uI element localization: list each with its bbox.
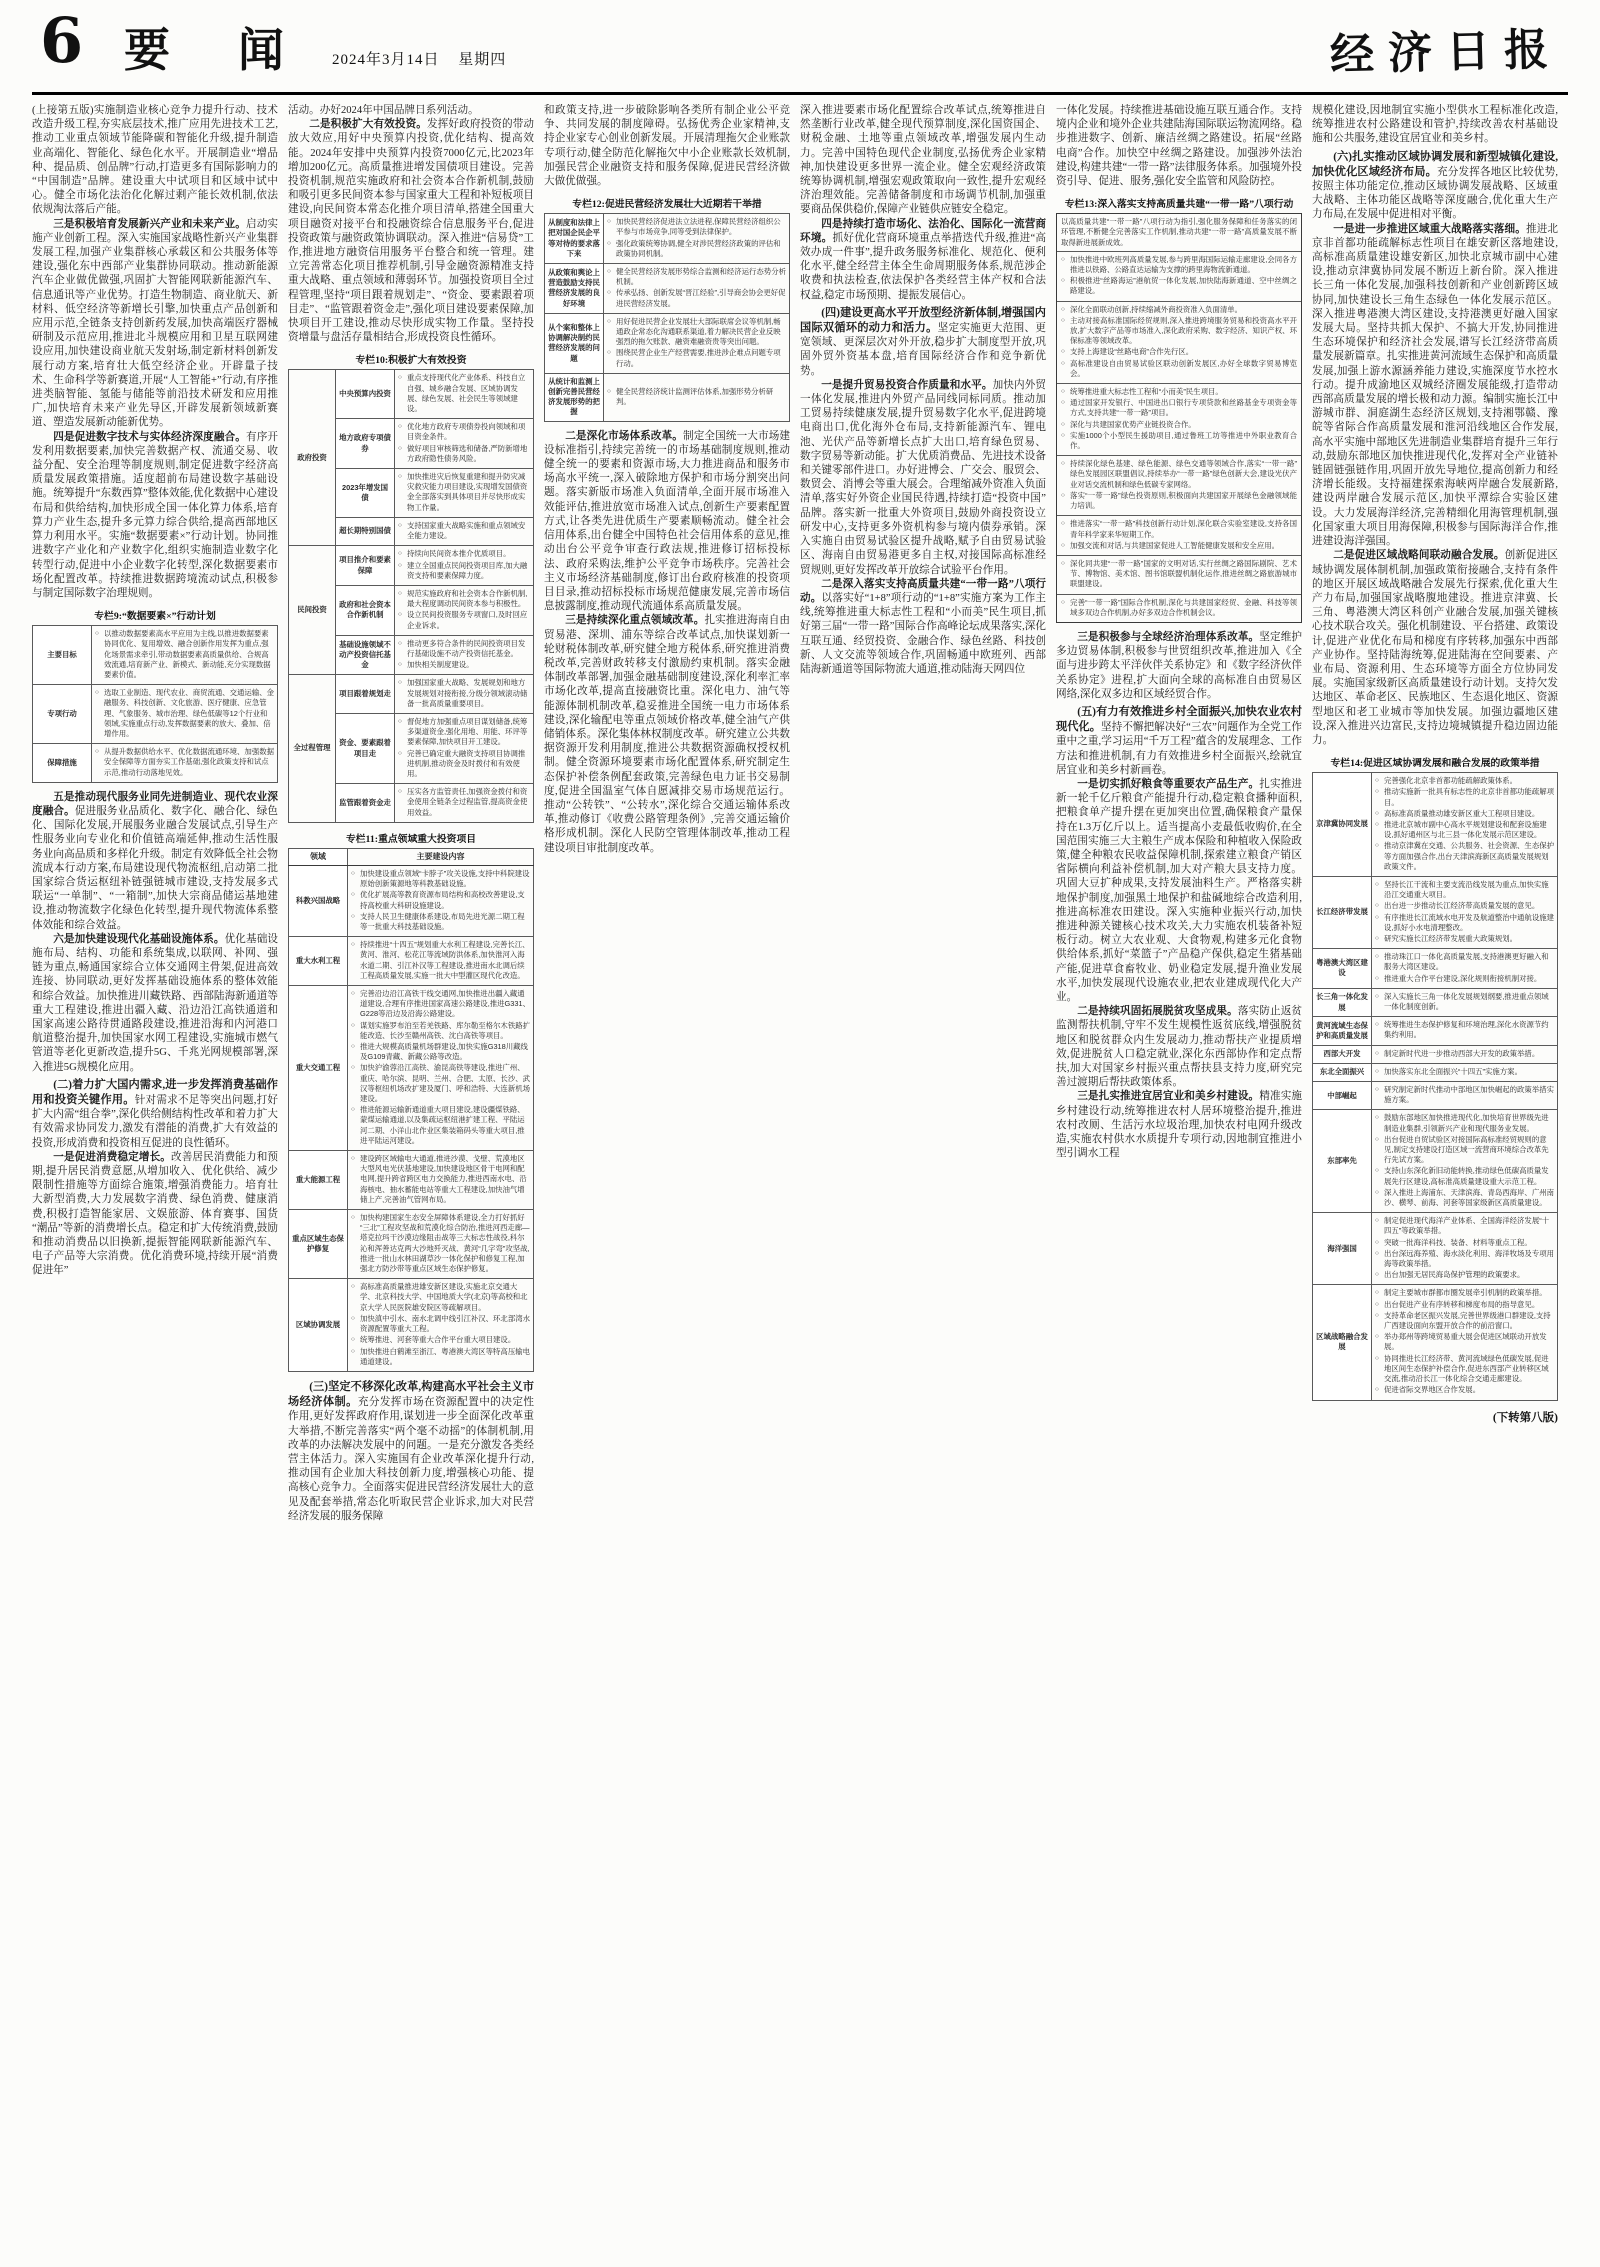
paragraph-lead: 二是深入落实支持高质量共建“一带一路”八项行动。	[800, 578, 1046, 604]
box-row-label: 西部大开发	[1313, 1045, 1372, 1063]
paragraph-lead: 五是推动现代服务业同先进制造业、现代农业深度融合。	[32, 791, 278, 817]
box-row	[545, 264, 790, 314]
box-intro: 以高质量共建“一带一路”八项行动为指引,强化服务保障和任务落实的闭环管理,不断健全完善落实工作机制,推动共建“一带一路”高质量发展不断取得新进展新成效。	[1061, 217, 1297, 247]
box-row-content	[604, 264, 790, 314]
body-paragraph: (上接第五版)实施制造业核心竞争力提升行动、技术改造升级工程,夯实底层技术,推广应用先进技术工艺,推动工业重点领域节能降碳和智能化升级,提升制造业高端化、智能化、绿色化水平。开展制造业“增品种、提品质、创品牌”行动,打造更多有国际影响力的“中国制造”品牌。建设重大中试项目和区域中试中心。健全市场化法治化化解过剩产能长效机制,依法依规淘汰落后产能。	[32, 105, 278, 216]
date-line	[332, 48, 506, 69]
box-item: ○ 支持人民卫生健康体系建设,布局先进光源二期工程等一批重大科技基础设施。	[351, 912, 530, 932]
page-number: 6	[40, 4, 84, 77]
box-item: ○ 传承弘扬、创新发展“晋江经验”,引导商会协会更好促进民营经济发展。	[607, 288, 786, 308]
box-item: ○ 深化同共建“一带一路”国家的文明对话,实行丝绸之路国际剧院、艺术节、博物馆、美术馆、图书馆联盟机制化运作,推进丝绸之路旅游城市联盟建设。	[1061, 559, 1297, 590]
special-column-box	[1056, 196, 1302, 623]
box-item: ○ 统筹推进、河套等重大合作平台重大项目建设。	[351, 1335, 530, 1345]
box-row-label: 中央预算内投资	[336, 370, 395, 419]
paragraph-lead: 三是持续深化重点领域改革。	[565, 615, 705, 627]
box-row	[289, 675, 534, 714]
continuation-note: (下转第八版)	[1492, 1411, 1558, 1424]
paragraph-lead: 二是持续巩固拓展脱贫攻坚成果。	[1077, 1006, 1238, 1018]
box-item: ○ 加快建设重点领域“卡脖子”攻关设施,支持中科院建设原始创新策源地等科教基础设施。	[351, 869, 530, 889]
box-item: ○ 支持上海建设“丝路电商”合作先行区。	[1061, 347, 1297, 357]
body-paragraph: 活动。办好2024年中国品牌日系列活动。	[288, 105, 479, 116]
box-row	[1313, 949, 1558, 989]
box-header-cell: 领域	[289, 848, 348, 865]
paragraph-lead: 一是进一步推进区域重大战略落实落细。	[1333, 223, 1526, 235]
box-row-content	[395, 419, 534, 469]
box-item: ○ 加快沪渝蓉沿江高铁、渝昆高铁等建设,推进广州、重庆、哈尔滨、昆明、兰州、合肥、太原、长沙、武汉等枢纽机场改扩建及厦门、呼和浩特、大连新机场建设。	[351, 1063, 530, 1104]
box-row-content	[604, 214, 790, 264]
box-item: ○ 通过国家开发银行、中国进出口银行专项贷款和丝路基金专项资金等方式,支持共建“一带一路”项目。	[1061, 398, 1297, 418]
box-row-content	[1372, 773, 1558, 877]
box-item: ○ 积极推进“丝路海运”港航贸一体化发展,加快陆海新通道、空中丝绸之路建设。	[1061, 276, 1297, 296]
paragraph-lead: 二是促进区域战略间联动融合发展。	[1333, 550, 1505, 562]
page-header	[32, 4, 1568, 88]
body-paragraph: 二是深化市场体系改革。制定全国统一大市场建设标准指引,持续完善统一的市场基础制度规则,推动健全统一的要素和资源市场,大力推进商品和服务市场高水平统一,深入破除地方保护和市场分割突出问题。落实新版市场准入负面清单,全面开展市场准入效能评估,推进放宽市场准入试点,创新生产要素配置方式,让各类先进优质生产要素顺畅流动。健全社会信用体系,出台健全中国特色社会信用体系的意见,推动出台公平竞争审查行政法规,推进修订招标投标法、政府采购法,维护公平竞争市场秩序。完善社会主义市场经济基础制度,修订出台政府核准的投资项目目录,推动招标投标市场规范健康发展,完善市场信息披露制度,推动现代流通体系高质量发展。	[544, 430, 790, 613]
box-item: ○ 持续推进“十四五”规划重大水利工程建设,完善长江、黄河、淮河、松花江等流域防洪体系,加快淮河入海水道二期、引江补汉等工程建设,推进南水北调后续工程高质量发展,实施一批大中型灌区现代化改造。	[351, 940, 530, 981]
box-item: ○ 规范实施政府和社会资本合作新机制,最大程度调动民间资本参与积极性。	[398, 589, 530, 609]
box-title: 专栏11:重点领域重大投资项目	[345, 833, 477, 845]
box-item: ○ 加强国家重大战略、发展规划和地方发展规划对接衔接,分级分领域滚动储备一批高质量重要项目。	[398, 678, 530, 709]
box-row-content	[92, 744, 278, 783]
box-row-content	[1372, 1045, 1558, 1063]
box-item: ○ 出台进一步推动长江经济带高质量发展的意见。	[1375, 901, 1554, 911]
box-row-content	[348, 865, 534, 936]
box-header-row	[289, 848, 534, 865]
box-item: ○ 加快民营经济促进法立法进程,保障民营经济组织公平参与市场竞争,同等受到法律保护。	[607, 217, 786, 237]
box-row-label: 黄河流域生态保护和高质量发展	[1313, 1017, 1372, 1045]
paragraph-lead: 三是积极培育发展新兴产业和未来产业。	[53, 218, 246, 230]
box-item: ○ 推进能源运输新通道重大项目建设,建设疆煤铁路、蒙煤运输通道,以及集疏运枢纽港扩建工程、平陆运河二期、小洋山北作业区集装箱码头等重大项目,推进平陆运河建设。	[351, 1105, 530, 1146]
box-item: ○ 深入推进上海浦东、天津滨海、青岛西海岸、广州南沙、横琴、前海、河套等国家级新区高质量建设。	[1375, 1188, 1554, 1208]
box-item: ○ 推进北京城市副中心高水平规划建设和配套设施建设,抓好通州区与北三县一体化发展示范区建设。	[1375, 820, 1554, 840]
section-heading-paragraph: (二)着力扩大国内需求,进一步发挥消费基础作用和投资关键作用。针对需求不足等突出问题,打好扩大内需“组合拳”,深化供给侧结构性改革和着力扩大有效需求协同发力,激发有潜能的消费,扩大有效益的投资,形成消费和投资相互促进的良性循环。	[32, 1078, 278, 1149]
text-column-2	[288, 104, 534, 2244]
box-row	[545, 313, 790, 373]
paragraph-lead: (四)建设更高水平开放型经济新体制,增强国内国际双循环的动力和活力。	[800, 306, 1046, 335]
box-item: ○ 选取工业制造、现代农业、商贸流通、交通运输、金融服务、科技创新、文化旅游、医疗健康、应急管理、气象服务、城市治理、绿色低碳等12个行业和领域,实施重点行动,发挥数据要素的放大、叠加、倍增作用。	[95, 688, 274, 739]
box-row-label: 监管跟着资金走	[336, 784, 395, 823]
body-paragraph: 二是持续巩固拓展脱贫攻坚成果。落实防止返贫监测帮扶机制,守牢不发生规模性返贫底线,增强脱贫地区和脱贫群众内生发展动力,推动帮扶产业提质增效,促进脱贫人口稳定就业,深化东西部协作和定点帮扶,加大对国家乡村振兴重点帮扶县支持力度,研究完善过渡期后帮扶政策体系。	[1056, 1006, 1302, 1089]
box-item: ○ 建设跨区域输电大通道,推进沙漠、戈壁、荒漠地区大型风电光伏基地建设,加快建设地区骨干电网和配电网,提升跨省跨区电力交换能力,推进西南水电、沿海核电、抽水蓄能电站等重大工程建设,加快油气增储上产,完善油气管网布局。	[351, 1154, 530, 1205]
box-section	[1057, 251, 1301, 301]
box-item: ○ 推动实施新一批具有标志性的北京非首都功能疏解项目。	[1375, 787, 1554, 807]
body-paragraph: 四是持续打造市场化、法治化、国际化一流营商环境。抓好优化营商环境重点举措迭代升级,推进“高效办成一件事”,提升政务服务标准化、规范化、便利化水平,健全经营主体全生命周期服务体系,规范涉企收费和执法检查,依法保护各类经营主体产权和合法权益,稳定市场预期、提振发展信心。	[800, 218, 1046, 301]
newspaper-masthead: 经济日报	[1329, 23, 1563, 82]
box-row-content	[395, 469, 534, 518]
box-item: ○ 加快相关制度建设。	[398, 660, 530, 670]
box-row-label: 中部崛起	[1313, 1082, 1372, 1110]
date-text: 2024年3月14日	[332, 52, 440, 68]
box-item: ○ 持续向民间资本推介优质项目。	[398, 549, 530, 559]
box-section	[1057, 455, 1301, 515]
box-row	[1313, 1082, 1558, 1110]
box-row	[1313, 876, 1558, 948]
box-row	[1313, 1063, 1558, 1081]
box-row	[1313, 1285, 1558, 1400]
box-row-content	[604, 373, 790, 421]
body-paragraph: 三是持续深化重点领域改革。扎实推进海南自由贸易港、深圳、浦东等综合改革试点,加快谋划新一轮财税体制改革,研究健全地方税体系,研究推进消费税改革,完善财政转移支付激励约束机制。落实金融体制改革部署,加强金融基础制度建设,深化利率汇率市场化改革,提高直接融资比重。深化电力、油气等能源体制机制改革,稳妥推进全国统一电力市场体系建设,深化输配电等重点领域价格改革,健全油气产供储销体系。深化集体林权制度改革。研究建立公共数据资源开发利用制度,推进公共数据资源确权授权机制。健全资源环境要素市场化配置体系,研究制定生态保护补偿条例配套政策,完善绿色电力证书交易制度,促进全国温室气体自愿减排交易市场规范运行。推动“公转铁”、“公转水”,深化综合交通运输体系改革,推动修订《收费公路管理条例》,完善交通运输价格形成机制。深化人民防空管理体制改革,推动工程建设项目审批制度改革。	[544, 615, 790, 854]
body-paragraph: 六是加快建设现代化基础设施体系。优化基础设施布局、结构、功能和系统集成,以联网、补网、强链为重点,畅通国家综合立体交通网主骨架,促进高效连接、协同联动,更好发挥基础设施体系的整体效能和综合效益。加快推进川藏铁路、西部陆海新通道等重大工程建设,推进出疆入藏、沿边沿江高铁通道和国家高速公路待贯通路段建设,推进沿海和内河港口航道整治提升,加快国家水网工程建设,实施城市燃气管道等老化更新改造,提升5G、千兆光网规模部署,深入推进5G规模化应用。	[32, 933, 278, 1073]
box-item: ○ 从提升数据供给水平、优化数据流通环境、加强数据安全保障等方面夯实工作基础,强化政策支持和试点示范,推动行动落地见效。	[95, 747, 274, 778]
box-row-content	[1372, 1082, 1558, 1110]
box-row	[1313, 1017, 1558, 1045]
box-title: 专栏13:深入落实支持高质量共建“一带一路”八项行动	[1064, 199, 1294, 211]
box-row-content	[348, 1279, 534, 1372]
box-item: ○ 完善强化北京非首都功能疏解政策体系。	[1375, 776, 1554, 786]
box-row-label: 粤港澳大湾区建设	[1313, 949, 1372, 989]
box-row-content	[395, 784, 534, 823]
paragraph-lead: 四是促进数字技术与实体经济深度融合。	[53, 431, 246, 443]
box-item: ○ 落实“一带一路”绿色投资原则,积极面向共建国家开展绿色金融领域能力培训。	[1061, 491, 1297, 511]
section-heading-paragraph: (五)有力有效推进乡村全面振兴,加快农业农村现代化。坚持不懈把解决好“三农”问题作为全党工作重中之重,学习运用“千万工程”蕴含的发展理念、工作方法和推进机制,有力有效推进乡村全面振兴,绘就宜居宜业和美乡村新画卷。	[1056, 705, 1302, 776]
box-row	[289, 1151, 534, 1210]
box-row-label: 从政策和舆论上营造鼓励支持民营经济发展的良好环境	[545, 264, 604, 314]
weekday-text: 星期四	[458, 52, 507, 68]
box-row-label: 东北全面振兴	[1313, 1063, 1372, 1081]
box-item: ○ 督促地方加强重点项目谋划储备,统筹多渠道资金,强化用地、用能、环评等要素保障,加快项目开工建设。	[398, 717, 530, 748]
paragraph-lead: 四是持续打造市场化、法治化、国际化一流营商环境。	[800, 218, 1046, 244]
box-row-label: 区域协调发展	[289, 1279, 348, 1372]
box-item: ○ 统筹推进重大标志性工程和“小而美”民生项目。	[1061, 387, 1297, 397]
section-heading-paragraph: (六)扎实推动区域协调发展和新型城镇化建设,加快优化区域经济布局。充分发挥各地区比较优势,按照主体功能定位,推动区域协调发展战略、区域重大战略、主体功能区战略等深度融合,优化重大生产力布局,在发展中促进相对平衡。	[1312, 150, 1558, 221]
box-row	[33, 685, 278, 744]
box-item: ○ 深化与共建国家优势产业链投资合作。	[1061, 420, 1297, 430]
box-title: 专栏9:“数据要素×”行动计划	[94, 611, 216, 623]
paragraph-lead: 三是扎实推进宜居宜业和美乡村建设。	[1077, 1091, 1260, 1103]
box-row-content	[348, 1210, 534, 1279]
box-section	[1057, 301, 1301, 383]
box-row-content	[1372, 1213, 1558, 1285]
box-row-label: 海洋强国	[1313, 1213, 1372, 1285]
box-row	[289, 937, 534, 986]
box-item: ○ 支持革命老区振兴发展,完善世界级港口群建设,支持广西建设面向东盟开放合作的前沿窗口。	[1375, 1311, 1554, 1331]
box-row	[289, 1210, 534, 1279]
box-row-label: 专项行动	[33, 685, 92, 744]
box-item: ○ 研究制定新时代推动中部地区加快崛起的政策举措实施方案。	[1375, 1085, 1554, 1105]
box-item: ○ 强化政策统筹协调,健全对涉民营经济政策的评估和政策协同机制。	[607, 239, 786, 259]
paragraph-lead: (二)着力扩大国内需求,进一步发挥消费基础作用和投资关键作用。	[32, 1078, 278, 1107]
box-item: ○ 突破一批海洋科技、装备、材料等重点工程。	[1375, 1238, 1554, 1248]
body-paragraph: 一是促进消费稳定增长。改善居民消费能力和预期,提升居民消费意愿,从增加收入、优化供给、减少限制性措施等方面综合施策,增强消费能力。培育壮大新型消费,大力发展数字消费、绿色消费、健康消费,积极打造智能家居、文娱旅游、体育赛事、国货“潮品”等新的消费增长点。稳定和扩大传统消费,鼓励和推动消费品以旧换新,提振智能网联新能源汽车、电子产品等大宗消费。优化消费环境,持续开展“消费促进年”	[32, 1151, 278, 1277]
body-paragraph: 二是积极扩大有效投资。发挥好政府投资的带动放大效应,用好中央预算内投资,优化结构、提高效能。2024年安排中央预算内投资7000亿元,比2023年增加200亿元。高质量推进增发国债项目建设。完善投资机制,规范实施政府和社会资本合作新机制,鼓励和吸引更多民间资本参与国家重大工程和补短板项目建设,向民间资本常态化推介项目清单,搭建全国重大项目融资对接平台和投融资综合信息服务平台,促进投资政策与融资政策协调联动。深入推进“信易贷”工作,推进地方融资信用服务平台整合和统一管理。建立完善常态化项目推荐机制,引导金融资源精准支持重大战略、重点领域和薄弱环节。加强投资项目全过程管理,坚持“项目跟着规划走”、“资金、要素跟着项目走”、“监管跟着资金走”,强化项目建设要素保障,加快项目开工建设,推动尽快形成实物工作量。坚持投资增量与盘活存量相结合,形成投资良性循环。	[288, 119, 534, 344]
box-row	[33, 744, 278, 783]
box-item: ○ 健全民营经济发展形势综合监测和经济运行态势分析机制。	[607, 267, 786, 287]
box-item: ○ 用好促进民营企业发展壮大部际联席会议等机制,畅通政企常态化沟通联系渠道,着力解决民营企业反映强烈的拖欠账款、融资难融资贵等突出问题。	[607, 317, 786, 348]
box-section	[1057, 594, 1301, 622]
paragraph-lead: 三是积极参与全球经济治理体系改革。	[1077, 631, 1260, 643]
box-item: ○ 实施1000个小型民生援助项目,通过鲁班工坊等推进中外职业教育合作。	[1061, 431, 1297, 451]
box-row-content	[1372, 1285, 1558, 1400]
box-row	[1313, 1045, 1558, 1063]
box-item: ○ 推进大规模高质量机场群建设,加快实施G318川藏线及G109青藏、新藏公路等改造。	[351, 1042, 530, 1062]
body-paragraph: 三是积极培育发展新兴产业和未来产业。启动实施产业创新工程。深入实施国家战略性新兴产业集群发展工程,加强产业集群核心承载区和公共服务体等建设,强化东中西部产业集群协同联动。推动新能源汽车企业做优做强,巩固扩大智能网联新能源汽车、信息通讯等产业优势。打造生物制造、商业航天、新材料、低空经济等新增长引擎,加快重点产品创新和应用示范,全链条支持创新药发展,加快高端医疗器械研制及示范应用,推进北斗规模应用和卫星互联网建设应用,加快建设商业航天发射场,制定新材料创新发展行动方案,培育壮大低空经济企业。开辟量子技术、生命科学等新赛道,开展“人工智能+”行动,有序推进类脑智能、氢能与储能等前沿技术研发和应用推广,加快培育未来产业先导区,开辟发展新领域新赛道、塑造发展新动能新优势。	[32, 218, 278, 429]
text-column-6	[1312, 104, 1558, 2244]
box-row-label: 长三角一体化发展	[1313, 988, 1372, 1016]
box-row-content	[395, 635, 534, 675]
special-column-box	[288, 352, 534, 822]
box-item: ○ 深入实施长三角一体化发展规划纲要,推进重点领域一体化制度创新。	[1375, 992, 1554, 1012]
box-item: ○ 出台深远海养殖、海水淡化利用、海洋牧场及专项用海等政策举措。	[1375, 1249, 1554, 1269]
box-item: ○ 出台促进产业有序转移和梯度布局的指导意见。	[1375, 1300, 1554, 1310]
box-row-label: 长江经济带发展	[1313, 876, 1372, 948]
box-item: ○ 出台促进自贸试验区对接国际高标准经贸规则的意见,制定支持建设打造区域一流营商环境综合改革先行先试方案。	[1375, 1135, 1554, 1166]
box-row-label: 从个案和整体上协调解决制约民营经济发展的问题	[545, 313, 604, 373]
box-item: ○ 推动更多符合条件的民间投资项目发行基础设施不动产投资信托基金。	[398, 639, 530, 659]
box-row-label: 科教兴国战略	[289, 865, 348, 936]
box-item: ○ 举办郑州等跨境贸易重大展会促进区域联动开放发展。	[1375, 1332, 1554, 1352]
box-item: ○ 统筹推进生态保护修复和环境治理,深化水资源节约集约利用。	[1375, 1020, 1554, 1040]
box-item: ○ 推动京津冀在交通、公共服务、社会资源、生态保护等方面加强合作,出台天津滨海新区高质量发展规划政策文件。	[1375, 841, 1554, 872]
box-row-label: 资金、要素跟着项目走	[336, 713, 395, 783]
special-column-box	[544, 196, 790, 421]
box-item: ○ 鼓励东部地区加快推进现代化,加快培育世界级先进制造业集群,引领新兴产业和现代服务业发展。	[1375, 1113, 1554, 1133]
body-paragraph: 二是深入落实支持高质量共建“一带一路”八项行动。以落实好“1+8”项行动的“1+8”实施方案为工作主线,统筹推进重大标志性工程和“小而美”民生项目,抓好第三届“一带一路”国际合作高峰论坛成果落实,深化互联互通、经贸投资、金融合作、绿色丝路、科技创新、人文交流等领域合作,巩固畅通中欧班列、西部陆海新通道等国际物流大通道,推动陆海天网四位	[800, 578, 1046, 675]
box-group-label: 全过程管理	[289, 675, 336, 822]
body-paragraph: 五是推动现代服务业同先进制造业、现代农业深度融合。促进服务业品质化、数字化、融合化、绿色化、国际化发展,开展服务业融合发展试点,引导生产性服务业向专业化和价值链高端延伸,推动生活性服务业向高品质和多样化升级。制定有效降低全社会物流成本行动方案,布局建设现代物流枢纽,启动第二批国家综合货运枢纽补链强链城市建设,支持发展多式联运“一单制”、“一箱制”,加快大宗商品储运基地建设,推动物流数字化绿色化转型,提升现代物流体系整体效能和综合效益。	[32, 791, 278, 931]
box-row-content	[348, 986, 534, 1151]
box-item: ○ 以推动数据要素高水平应用为主线,以推进数据要素协同优化、复用增效、融合创新作用发挥为重点,强化场景需求牵引,带动数据要素高质量供给、合规高效流通,培育新产业、新模式、新动能,充分实现数据要素价值。	[95, 629, 274, 680]
box-item: ○ 加快构建国家生态安全屏障体系建设,全力打好抓好“三北”工程攻坚战和荒漠化综合防治,推进河西走廊—塔克拉玛干沙漠边缘阻击战等三大标志性战役,科尔沁和浑善达克两大沙地歼灭战、黄河“几字弯”攻坚战,推进一批山水林田湖草沙一体化保护和修复工程,加强北方防沙带等重点区域生态保护修复。	[351, 1213, 530, 1274]
box-item: ○ 推进落实“一带一路”科技创新行动计划,深化联合实验室建设,支持各国青年科学家来华短期工作。	[1061, 519, 1297, 539]
body-paragraph: 三是积极参与全球经济治理体系改革。坚定维护多边贸易体制,积极参与世贸组织改革,推进加入《全面与进步跨太平洋伙伴关系协定》和《数字经济伙伴关系协定》进程,扩大面向全球的高标准自由贸易区网络,深化双多边和区域经贸合作。	[1056, 631, 1302, 700]
box-row-content	[1372, 988, 1558, 1016]
box-header-cell: 主要建设内容	[348, 848, 534, 865]
box-item: ○ 设立民间投资服务专项窗口,及时回应企业诉求。	[398, 610, 530, 630]
box-row-label: 政府和社会资本合作新机制	[336, 585, 395, 635]
box-item: ○ 主动对接高标准国际经贸规则,深入推进跨境服务贸易和投资高水平开放,扩大数字产品等市场准入,深化政府采购、数字经济、知识产权、环保标准等领域改革。	[1061, 316, 1297, 347]
special-column-box	[32, 608, 278, 783]
box-item: ○ 加快落实东北全面振兴“十四五”实施方案。	[1375, 1067, 1554, 1077]
box-item: ○ 协同推进长江经济带、黄河流域绿色低碳发展,促进地区间生态保护补偿合作,促进东西部产业转移区域交流,推动沿长江一体化综合交通走廊建设。	[1375, 1354, 1554, 1385]
paragraph-lead: 二是深化市场体系改革。	[565, 430, 684, 442]
box-item: ○ 加快推进白鹤滩至浙江、粤港澳大湾区等特高压输电通道建设。	[351, 1347, 530, 1367]
box-row-label: 从统计和监测上创新完善民营经济发展形势的把握	[545, 373, 604, 421]
box-row-label: 区域战略融合发展	[1313, 1285, 1372, 1400]
box-row	[545, 373, 790, 421]
box-item: ○ 建立全国重点民间投资项目库,加大融资支持和要素保障力度。	[398, 561, 530, 581]
box-row-content	[395, 370, 534, 419]
box-row-label: 重大交通工程	[289, 986, 348, 1151]
text-column-4	[800, 104, 1046, 2244]
box-item: ○ 优化扩展高等教育资源布局结构和高校改善建设,支持高校重大科研设施建设。	[351, 890, 530, 910]
box-row-content	[395, 713, 534, 783]
box-row-content	[1372, 949, 1558, 989]
box-item: ○ 加快滇中引水、南水北调中线引江补汉、环北部湾水资源配置等重大工程。	[351, 1314, 530, 1334]
box-title: 专栏12:促进民营经济发展壮大近期若干举措	[572, 199, 762, 211]
box-section	[1057, 555, 1301, 594]
box-item: ○ 支持国家重大战略实施和重点领域安全能力建设。	[398, 521, 530, 541]
box-row-label: 超长期特别国债	[336, 517, 395, 545]
box-row-label: 基础设施领域不动产投资信托基金	[336, 635, 395, 675]
box-row-label: 重点区域生态保护修复	[289, 1210, 348, 1279]
box-row-content	[92, 685, 278, 744]
box-item: ○ 优化地方政府专项债券投向领域和项目资金条件。	[398, 422, 530, 442]
box-title: 专栏14:促进区域协调发展和融合发展的政策举措	[1330, 758, 1540, 770]
box-title: 专栏10:积极扩大有效投资	[355, 355, 467, 367]
paragraph-lead: 一是切实抓好粮食等重要农产品生产。	[1077, 778, 1260, 790]
box-row	[289, 1279, 534, 1372]
body-paragraph: 一是切实抓好粮食等重要农产品生产。扎实推进新一轮千亿斤粮食产能提升行动,稳定粮食播种面积,把粮食单产提升摆在更加突出位置,确保粮食产量保持在1.3万亿斤以上。适当提高小麦最低收购价,在全国范围实施三大主粮生产成本保险和种植收入保险政策,健全种粮农民收益保障机制,探索建立粮食产销区省际横向利益补偿机制,加大对产粮大县支持力度。巩固大豆扩种成果,支持发展油料生产。严格落实耕地保护制度,加强黑土地保护和盐碱地综合改造利用,推进高标准农田建设。深入实施种业振兴行动,加快推进种源关键核心技术攻关,大力实施农机装备补短板行动。树立大农业观、大食物观,构建多元化食物供给体系,抓好“菜篮子”产品稳产保供,稳定生猪基础产能,促进草食畜牧业、奶业稳定发展,提升渔业发展水平,加快发展现代设施农业,把农业建成现代化大产业。	[1056, 778, 1302, 1003]
box-item: ○ 加强交流和对话,与共建国家促进人工智能健康发展和安全应用。	[1061, 541, 1297, 551]
box-row-content	[395, 517, 534, 545]
special-column-box	[288, 831, 534, 1372]
paragraph-lead: (六)扎实推动区域协调发展和新型城镇化建设,加快优化区域经济布局。	[1312, 150, 1558, 178]
section-heading-paragraph: (四)建设更高水平开放型经济新体制,增强国内国际双循环的动力和活力。坚定实施更大范围、更宽领域、更深层次对外开放,稳步扩大制度型开放,巩固外贸外资基本盘,培育国际经济合作和竞争新优势。	[800, 306, 1046, 377]
box-row-content	[92, 626, 278, 685]
box-item: ○ 压实各方监管责任,加强资金拨付和资金使用全链条全过程监管,提高资金使用效益。	[398, 787, 530, 818]
box-item: ○ 促进省际交界地区合作发展。	[1375, 1385, 1554, 1395]
box-item: ○ 制定新时代进一步推动西部大开发的政策举措。	[1375, 1049, 1554, 1059]
box-row-label: 保障措施	[33, 744, 92, 783]
box-row-content	[395, 546, 534, 586]
box-row-content	[1372, 1063, 1558, 1081]
box-section	[1057, 383, 1301, 455]
box-row-label: 项目跟着规划走	[336, 675, 395, 714]
body-paragraph: 二是促进区域战略间联动融合发展。创新促进区域协调发展体制机制,加强政策衔接融合,支持有条件的地区开展区域战略融合发展先行探索,优化重大生产力布局,加强国家战略腹地建设。推进京津冀、长三角、粤港澳大湾区科创产业融合发展,加强关键核心技术联合攻关。强化机制建设、平台搭建、政策设计,促进产业优化布局和梯度有序转移,加强东中西部产业协作。坚持陆海统筹,促进陆海在空间要素、产业布局、资源利用、生态环境等方面全方位协同发展。实施国家级新区高质量建设行动计划。支持欠发达地区、革命老区、民族地区、生态退化地区、资源型地区和老工业城市等加快发展。加强边疆地区建设,深入推进兴边富民,支持边境城镇提升稳边固边能力。	[1312, 550, 1558, 746]
box-row-content	[604, 313, 790, 373]
box-item: ○ 深化全面联动创新,持续缩减外商投资准入负面清单。	[1061, 305, 1297, 315]
box-row	[289, 370, 534, 419]
body-paragraph: 四是促进数字技术与实体经济深度融合。有序开发利用数据要素,加快完善数据产权、流通交易、收益分配、安全治理等制度规则,制定促进数字经济高质量发展政策措施。适度超前布局建设数字基础设施。统筹提升“东数西算”整体效能,优化数据中心建设布局和供给结构,加快形成全国一体化算力体系,培育算力产业生态,提升多元算力综合供给,提高西部地区算力利用水平。实施“数据要素×”行动计划。协同推进数字产业化和产业数字化,组织实施制造业数字化转型行动,促进中小企业数字化转型,深化数据要素市场化配置改革。持续推进数据跨境流动试点,积极参与制定国际数字治理规则。	[32, 431, 278, 599]
box-group-label: 政府投资	[289, 370, 336, 546]
box-item: ○ 出台加强无居民海岛保护管理的政策要求。	[1375, 1270, 1554, 1280]
box-row	[1313, 773, 1558, 877]
box-row	[1313, 1110, 1558, 1213]
box-item: ○ 坚持长江干流和主要支流沿线发展为重点,加快实施沿江交通重大项目。	[1375, 880, 1554, 900]
box-item: ○ 围绕民营企业生产经营需要,推进涉企难点问题专项行动。	[607, 348, 786, 368]
paragraph-lead: (五)有力有效推进乡村全面振兴,加快农业农村现代化。	[1056, 705, 1302, 734]
body-paragraph: 一是提升贸易投资合作质量和水平。加快内外贸一体化发展,推进内外贸产品同线同标同质。推动加工贸易持续健康发展,提升贸易数字化水平,促进跨境电商出口,优化海外仓布局,支持新能源汽车、锂电池、光伏产品等新增长点扩大出口,培育绿色贸易、数字贸易等新动能。扩大优质消费品、先进技术设备和关键零部件进口。办好进博会、广交会、服贸会、数贸会、消博会等重大展会。合理缩减外资准入负面清单,落实好外资企业国民待遇,持续打造“投资中国”品牌。落实新一批重大外资项目,鼓励外商投资设立研发中心,支持更多外资机构参与境内债券承销。深入实施自由贸易试验区提升战略,赋予自由贸易试验区、海南自由贸易港更多自主权,对接国际高标准经贸规则,更好发挥改革开放综合试验平台作用。	[800, 379, 1046, 576]
box-item: ○ 完善沿边沿江高铁干线交通网,加快推进出疆入藏通道建设,合理有序推进国家高速公路建设,推进G331、G228等沿边及沿海公路建设。	[351, 989, 530, 1020]
box-row	[289, 986, 534, 1151]
box-item: ○ 推进重大合作平台建设,深化规则衔接机制对接。	[1375, 974, 1554, 984]
box-row-label: 从制度和法律上把对国企民企平等对待的要求落下来	[545, 214, 604, 264]
box-row-label: 2023年增发国债	[336, 469, 395, 518]
paragraph-lead: 一是提升贸易投资合作质量和水平。	[821, 379, 993, 391]
paragraph-lead: 一是促进消费稳定增长。	[53, 1151, 172, 1163]
box-item: ○ 制定主要城市群都市圈发展牵引机制的政策举措。	[1375, 1288, 1554, 1298]
box-item: ○ 高标准高质量推进雄安新区建设,实施北京交通大学、北京科技大学、中国地质大学(北京)等高校和北京大学人民医院雄安院区等疏解项目。	[351, 1282, 530, 1313]
body-paragraph: 三是扎实推进宜居宜业和美乡村建设。精准实施乡村建设行动,统筹推进农村人居环境整治提升,推进农村改厕、生活污水垃圾治理,加快农村电网升级改造,实施农村供水水质提升专项行动,因地制宜推进小型引调水工程	[1056, 1091, 1302, 1160]
body-paragraph: 深入推进要素市场化配置综合改革试点,统筹推进自然垄断行业改革,健全现代预算制度,深化国资国企、财税金融、土地等重点领域改革,增强发展内生动力。完善中国特色现代企业制度,弘扬优秀企业家精神,加快建设更多世界一流企业。健全宏观经济政策统筹协调机制,增强宏观政策取向一致性,提升宏观经济治理效能。完善储备制度和市场调节机制,加强重要商品保供稳价,保障产业链供应链安全稳定。	[800, 105, 1046, 216]
box-row	[33, 626, 278, 685]
box-item: ○ 重点支持现代化产业体系、科技自立自强、城乡融合发展、区域协调发展、绿色发展、社会民生等领域建设。	[398, 373, 530, 414]
body-paragraph: 规模化建设,因地制宜实施小型供水工程标准化改造,统筹推进农村公路建设和管护,持续改善农村基础设施和公共服务,建设宜居宜业和美乡村。	[1312, 105, 1558, 145]
text-column-5	[1056, 104, 1302, 2244]
box-row	[289, 546, 534, 586]
box-row	[289, 865, 534, 936]
box-row-label: 重大水利工程	[289, 937, 348, 986]
box-item: ○ 完善“一带一路”国际合作机制,深化与共建国家经贸、金融、科技等领域多双边合作机制,办好多双边合作机制会议。	[1061, 598, 1297, 618]
box-row-content	[348, 937, 534, 986]
box-row-label: 京津冀协同发展	[1313, 773, 1372, 877]
box-row-label: 项目推介和要素保障	[336, 546, 395, 586]
box-row-label: 地方政府专项债券	[336, 419, 395, 469]
section-title: 要 闻	[124, 23, 311, 77]
box-item: ○ 做好项目审核筛选和储备,严防新增地方政府隐性债务风险。	[398, 444, 530, 464]
box-item: ○ 推动珠江口一体化高质量发展,支持港澳更好融入和服务大湾区建设。	[1375, 952, 1554, 972]
box-item: ○ 持续深化绿色基建、绿色能源、绿色交通等领域合作,落实“一带一路”绿色发展园区联盟倡议,持续举办“一带一路”绿色创新大会,建设光伏产业对话交流机制和绿色低碳专家网络。	[1061, 459, 1297, 490]
box-row-content	[395, 585, 534, 635]
box-item: ○ 加快推进灾后恢复重建和提升防灾减灾救灾能力项目建设,实现增发国债资金全部落实到具体项目并尽快形成实物工作量。	[398, 472, 530, 513]
box-item: ○ 高标准高质量推动雄安新区重大工程项目建设。	[1375, 809, 1554, 819]
box-item: ○ 加快推进中欧班列高质量发展,参与跨里海国际运输走廊建设,会同各方推进以铁路、公路直达运输为支撑的跨里海物流新通道。	[1061, 255, 1297, 275]
box-row-content	[348, 1151, 534, 1210]
box-item: ○ 健全民营经济统计监测评估体系,加强形势分析研判。	[607, 387, 786, 407]
box-row-content	[1372, 1017, 1558, 1045]
box-item: ○ 谋划实施罗布泊至若羌铁路、库尔勒至格尔木铁路扩能改造、长沙至赣州高铁、沈白高铁等项目。	[351, 1021, 530, 1041]
box-row-label: 东部率先	[1313, 1110, 1372, 1213]
body-paragraph: 和政策支持,进一步破除影响各类所有制企业公平竞争、共同发展的制度障碍。弘扬优秀企业家精神,支持企业家专心创业创新发展。开展清理拖欠企业账款专项行动,健全防范化解拖欠中小企业账款长效机制,加强民营企业融资支持和服务保障,促进民营经济做大做优做强。	[544, 105, 790, 188]
box-item: ○ 有序推进长江流域水电开发及航道整治中通航设施建设,抓好小水电清理整改。	[1375, 913, 1554, 933]
box-item: ○ 制定促进现代海洋产业体系、全国海洋经济发展“十四五”等政策举措。	[1375, 1216, 1554, 1236]
box-group-label: 民间投资	[289, 546, 336, 675]
box-item: ○ 支持山东深化新旧动能转换,推动绿色低碳高质量发展先行区建设,高标准高质量建设重大示范工程。	[1375, 1166, 1554, 1186]
box-row-content	[395, 675, 534, 714]
box-item: ○ 高标准建设自由贸易试验区联动创新发展区,办好全球数字贸易博览会。	[1061, 359, 1297, 379]
paragraph-lead: 六是加快建设现代化基础设施体系。	[53, 933, 225, 945]
section-heading-paragraph: (三)坚定不移深化改革,构建高水平社会主义市场经济体制。充分发挥市场在资源配置中的决定性作用,更好发挥政府作用,谋划进一步全面深化改革重大举措,不断完善落实“两个毫不动摇”的体制机制,用改革的办法解决发展中的问题。一是充分激发各类经营主体活力。深入实施国有企业改革深化提升行动,推动国有企业加大科技创新力度,增强核心功能、提高核心竞争力。全面落实促进民营经济发展壮大的意见及配套举措,常态化听取民营企业诉求,加大对民营经济发展的服务保障	[288, 1380, 534, 1522]
box-item: ○ 研究实施长江经济带发展重大政策规划。	[1375, 934, 1554, 944]
box-row-label: 主要目标	[33, 626, 92, 685]
paragraph-lead: (三)坚定不移深化改革,构建高水平社会主义市场经济体制。	[288, 1380, 534, 1409]
paragraph-lead: 二是积极扩大有效投资。	[309, 119, 428, 131]
text-column-1	[32, 104, 278, 2244]
body-paragraph: 一体化发展。持续推进基础设施互联互通合作。支持境内企业和境外企业共建陆海国际联运物流网络。稳步推进数字、创新、廉洁丝绸之路建设。拓展“丝路电商”合作。加快空中丝绸之路建设。加强涉外法治建设,构建共建“一带一路”法律服务体系。加强境外投资引导、促进、服务,强化安全监管和风险防控。	[1056, 105, 1302, 188]
box-row	[1313, 1213, 1558, 1285]
box-row	[545, 214, 790, 264]
header-rule	[32, 92, 1568, 95]
box-row	[1313, 988, 1558, 1016]
box-item: ○ 完善已确定重大融资支持项目协调推进机制,推动资金及时拨付和有效使用。	[398, 749, 530, 780]
box-row-content	[1372, 1110, 1558, 1213]
special-column-box	[1312, 755, 1558, 1400]
box-row-label: 重大能源工程	[289, 1151, 348, 1210]
body-paragraph: 一是进一步推进区域重大战略落实落细。推进北京非首都功能疏解标志性项目在雄安新区落地建设,高标准高质量建设雄安新区,加快北京城市副中心建设,推动京津冀协同发展不断迈上新台阶。深入推进长三角一体化发展,加强科技创新和产业创新跨区域协同,加快建设长三角生态绿色一体化发展示范区。深入推进粤港澳大湾区建设,支持港澳更好融入国家发展大局。坚持共抓大保护、不搞大开发,协同推进生态环境保护和经济社会发展,谱写长江经济带高质量发展新篇章。扎实推进黄河流域生态保护和高质量发展,加强上游水源涵养能力建设,实施深度节水控水行动。提升成渝地区双城经济圈发展能级,打造带动西部高质量发展的增长极和动力源。编制实施长江中游城市群、洞庭湖生态经济区规划,支持湘鄂赣、豫皖等省际合作高质量发展和淮河沿线地区合作发展,高水平实施中部地区先进制造业集群培育提升三年行动,鼓励东部地区加快推进现代化,发挥对全产业链补链固链强链作用,巩固开放先导地位,提高创新力和经济增长能级。支持福建探索海峡两岸融合发展新路,建设两岸融合发展示范区,加快平潭综合实验区建设。大力发展海洋经济,完善精细化用海管理机制,强化国家重大项目用海保障,积极参与国际海洋合作,推进建设海洋强国。	[1312, 223, 1558, 548]
text-column-3	[544, 104, 790, 2244]
box-row-content	[1372, 876, 1558, 948]
box-section	[1057, 515, 1301, 555]
